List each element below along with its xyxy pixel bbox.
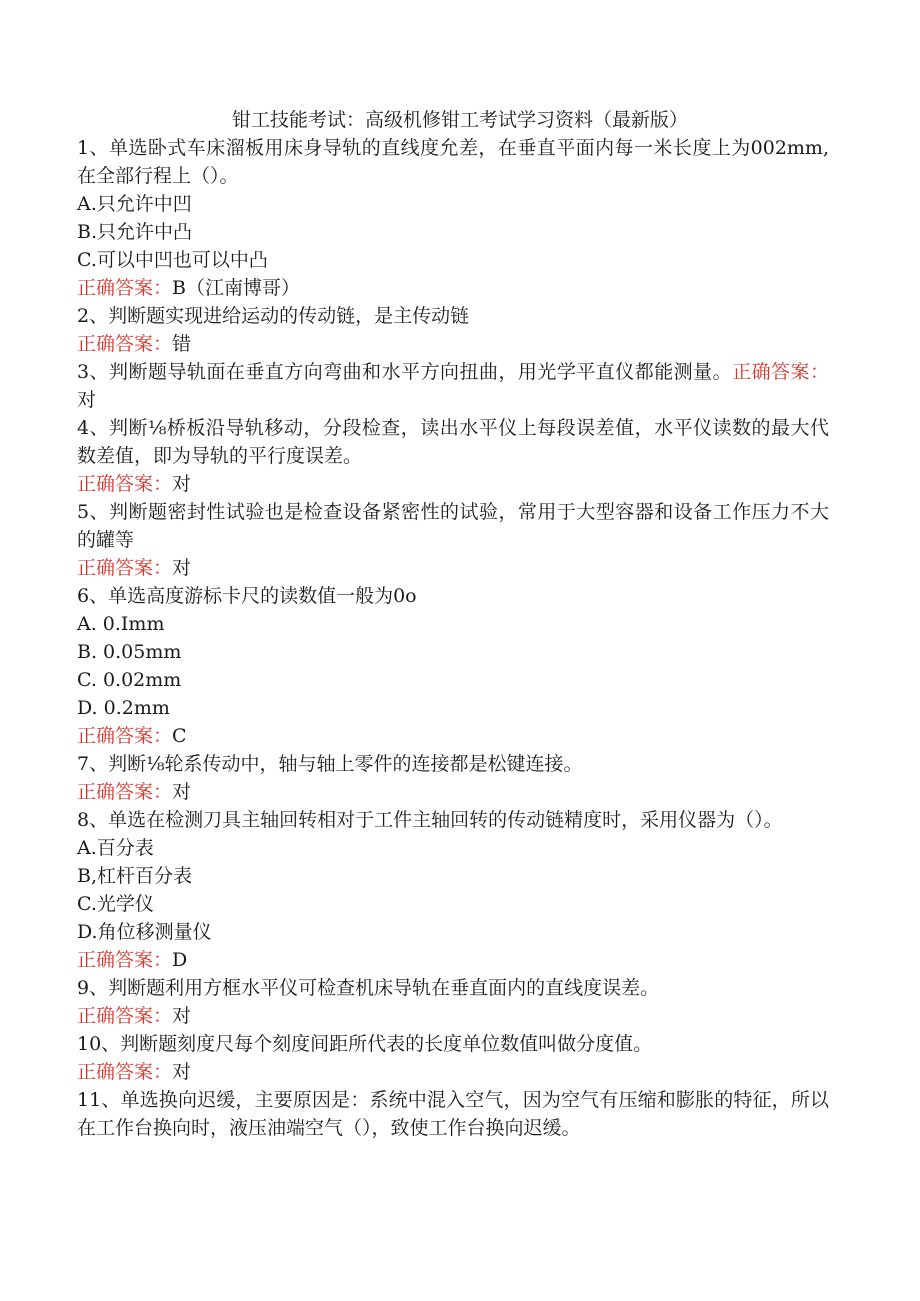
- question-text: 9、判断题利用方框水平仪可检查机床导轨在垂直面内的直线度误差。: [77, 977, 660, 999]
- option-d: D. 0.2mm: [77, 697, 170, 719]
- answer-value: 对: [172, 473, 192, 495]
- question-11: [77, 1086, 829, 1142]
- page-title: 钳工技能考试：高级机修钳工考试学习资料（最新版）: [231, 109, 688, 131]
- option-b: B. 0.05mm: [77, 641, 182, 663]
- option-c: C.光学仪: [77, 893, 154, 915]
- answer-label: 正确答案：: [77, 781, 173, 803]
- answer-label: 正确答案：: [77, 725, 173, 747]
- option-c: C. 0.02mm: [77, 669, 182, 691]
- question-text: 6、单选高度游标卡尺的读数值一般为0o: [77, 585, 417, 607]
- question-2: [77, 302, 829, 358]
- answer-label: 正确答案：: [77, 949, 173, 971]
- answer-label: 正确答案：: [77, 1061, 173, 1083]
- answer-value: 对: [172, 1005, 192, 1027]
- question-text: 2、判断题实现进给运动的传动链，是主传动链: [77, 305, 470, 327]
- option-b: B.只允许中凸: [77, 221, 193, 243]
- answer-value: 对: [172, 1061, 192, 1083]
- answer-value: D: [172, 949, 188, 971]
- answer-line: [77, 1002, 829, 1030]
- question-text: 5、判断题密封性试验也是检查设备紧密性的试验，常用于大型容器和设备工作压力不大的罐等: [77, 501, 829, 551]
- option-c: C.可以中凹也可以中凸: [77, 249, 268, 271]
- answer-label: 正确答案：: [77, 557, 173, 579]
- answer-value: 错: [172, 333, 192, 355]
- answer-label-inline: 正确答案：: [732, 361, 829, 383]
- answer-line: [77, 470, 829, 498]
- answer-label: 正确答案：: [77, 277, 173, 299]
- question-3: [77, 358, 829, 414]
- answer-line: [77, 778, 829, 806]
- answer-value: 对: [172, 557, 192, 579]
- answer-value: B（江南博哥）: [172, 277, 300, 299]
- question-9: [77, 974, 829, 1030]
- question-text-body: 3、判断题导轨面在垂直方向弯曲和水平方向扭曲，用光学平直仪都能测量。: [77, 361, 733, 383]
- question-text: 8、单选在检测刀具主轴回转相对于工件主轴回转的传动链精度时，采用仪器为（）。: [77, 809, 783, 831]
- question-1: [77, 134, 829, 302]
- answer-line: [77, 554, 829, 582]
- answer-label: 正确答案：: [77, 473, 173, 495]
- question-text: [77, 358, 829, 414]
- question-10: [77, 1030, 829, 1086]
- answer-value: 对: [172, 781, 192, 803]
- question-6: [77, 582, 829, 750]
- answer-value: 对: [77, 389, 97, 411]
- question-5: [77, 498, 829, 582]
- answer-line: [77, 1058, 829, 1086]
- question-text: 4、判断⅛桥板沿导轨移动，分段检查，读出水平仪上每段误差值，水平仪读数的最大代数差值，即为导轨的平行度误差。: [77, 417, 829, 467]
- answer-label: 正确答案：: [77, 333, 173, 355]
- question-4: [77, 414, 829, 498]
- option-a: A.只允许中凹: [77, 193, 192, 215]
- option-d: D.角位移测量仪: [77, 921, 212, 943]
- answer-line: [77, 330, 829, 358]
- question-7: [77, 750, 829, 806]
- question-text: 1、单选卧式车床溜板用床身导轨的直线度允差，在垂直平面内每一米长度上为002mm,在全部行程上（）。: [77, 137, 829, 187]
- question-text: 7、判断⅛轮系传动中，轴与轴上零件的连接都是松键连接。: [77, 753, 583, 775]
- option-a: A. 0.Imm: [77, 613, 165, 635]
- answer-line: [77, 946, 829, 974]
- option-a: A.百分表: [77, 837, 154, 859]
- question-8: [77, 806, 829, 974]
- answer-line: [77, 274, 829, 302]
- question-list: [77, 134, 829, 1142]
- option-b: B,杠杆百分表: [77, 865, 193, 887]
- question-text: 10、判断题刻度尺每个刻度间距所代表的长度单位数值叫做分度值。: [77, 1033, 653, 1055]
- answer-label: 正确答案：: [77, 1005, 173, 1027]
- question-text: 11、单选换向迟缓，主要原因是：系统中混入空气，因为空气有压缩和膨胀的特征，所以在工作台换向时，液压油端空气（），致使工作台换向迟缓。: [77, 1089, 829, 1139]
- answer-value: C: [172, 725, 187, 747]
- answer-line: [77, 722, 829, 750]
